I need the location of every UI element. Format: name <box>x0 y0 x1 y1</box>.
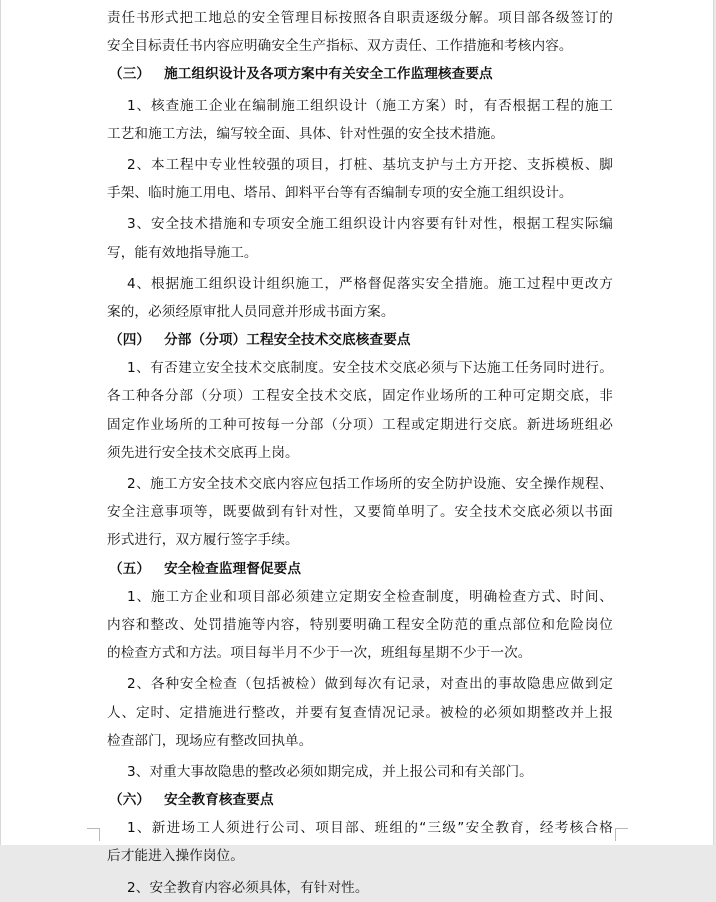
section-heading-6 <box>107 786 613 814</box>
paragraph-line: 2、各种安全检查（包括被检）做到每次有记录，对查出的事故隐患应做到定 <box>127 676 613 693</box>
margin-corner-mark <box>87 828 100 841</box>
paragraph-line: 手架、临时施工用电、塔吊、卸料平台等有否编制专项的安全施工组织设计。 <box>107 185 573 202</box>
paragraph-line: 1、有否建立安全技术交底制度。安全技术交底必须与下达施工任务同时进行。 <box>127 360 613 377</box>
paragraph-line: 安全注意事项等，既要做到有针对性，又要简单明了。安全技术交底必须以书面 <box>107 504 613 521</box>
paragraph-line: 2、施工方安全技术交底内容应包括工作场所的安全防护设施、安全操作规程、 <box>127 476 613 492</box>
margin-corner-mark <box>615 828 628 841</box>
heading-number: （六） <box>109 792 151 809</box>
paragraph-line: 1、施工方企业和项目部必须建立定期安全检查制度，明确检查方式、时间、 <box>127 588 613 605</box>
heading-text: 安全检查监理督促要点 <box>164 560 302 577</box>
document-body <box>107 4 613 902</box>
heading-number: （五） <box>109 560 151 577</box>
paragraph-line: 1、核查施工企业在编制施工组织设计（施工方案）时，有否根据工程的施工 <box>127 97 613 114</box>
paragraph-line: 各工种各分部（分项）工程安全技术交底，固定作业场所的工种可定期交底，非 <box>107 388 613 405</box>
paragraph-line: 责任书形式把工地总的安全管理目标按照各自职责逐级分解。项目部各级签订的 <box>107 10 613 26</box>
paragraph-line: 固定作业场所的工种可按每一分部（分项）工程或定期进行交底。新进场班组必 <box>107 416 613 433</box>
paragraph-line: 写，能有效地指导施工。 <box>107 244 258 261</box>
section-heading-4 <box>107 326 613 354</box>
heading-text: 施工组织设计及各项方案中有关安全工作监理核查要点 <box>164 66 493 83</box>
paragraph-line: 后才能进入操作岗位。 <box>107 848 244 865</box>
paragraph-line: 内容和整改、处罚措施等内容，特别要明确工程安全防范的重点部位和危险岗位 <box>107 616 613 633</box>
paragraph-line: 须先进行安全技术交底再上岗。 <box>107 444 299 461</box>
section-heading-5 <box>107 555 613 583</box>
heading-text: 安全教育核查要点 <box>164 792 274 809</box>
paragraph-line: 2、安全教育内容必须具体，有针对性。 <box>127 879 369 896</box>
paragraph-line: 人、定时、定措施进行整改，并要有复查情况记录。被检的必须如期整改并上报 <box>107 704 613 721</box>
section-heading-3 <box>107 60 613 88</box>
paragraph-line: 2、本工程中专业性较强的项目，打桩、基坑支护与土方开挖、支拆模板、脚 <box>127 156 613 173</box>
paragraph-line: 工艺和施工方法，编写较全面、具体、针对性强的安全技术措施。 <box>107 125 505 142</box>
heading-number: （三） <box>109 66 151 83</box>
paragraph-line: 3、安全技术措施和专项安全施工组织设计内容要有针对性，根据工程实际编 <box>127 216 613 233</box>
paragraph-line: 3、对重大事故隐患的整改必须如期完成，并上报公司和有关部门。 <box>127 763 533 780</box>
paragraph-line: 安全目标责任书内容应明确安全生产指标、双方责任、工作措施和考核内容。 <box>107 38 573 55</box>
paragraph-line: 的检查方式和方法。项目每半月不少于一次，班组每星期不少于一次。 <box>107 645 532 662</box>
paragraph-line: 4、根据施工组织设计组织施工，严格督促落实安全措施。施工过程中更改方 <box>127 275 613 292</box>
heading-number: （四） <box>109 332 151 349</box>
paragraph-line: 1、新进场工人须进行公司、项目部、班组的“三级”安全教育，经考核合格 <box>127 820 613 837</box>
paragraph-line: 检查部门，现场应有整改回执单。 <box>107 732 313 749</box>
heading-text: 分部（分项）工程安全技术交底核查要点 <box>164 332 411 349</box>
paragraph-line: 案的，必须经原审批人员同意并形成书面方案。 <box>107 303 395 320</box>
paragraph-line: 形式进行，双方履行签字手续。 <box>107 532 299 549</box>
